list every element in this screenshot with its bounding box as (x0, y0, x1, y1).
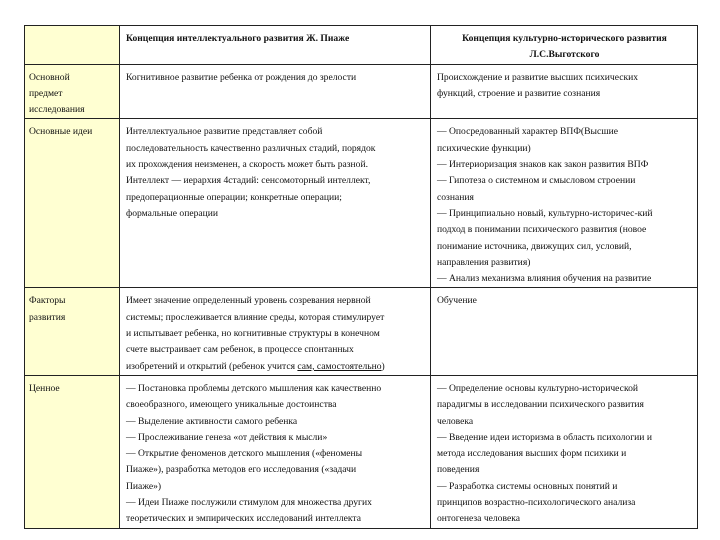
text-line: Ценное (29, 382, 60, 394)
text-line: Основные идеи (29, 126, 93, 138)
text-line: — Интериоризация знаков как закон развития ВПФ (437, 159, 649, 171)
text-line: парадигмы в исследовании психического развития (437, 399, 644, 411)
text-line: Имеет значение определенный уровень созревания нервной (126, 295, 371, 307)
header-piaget (120, 26, 431, 65)
text-line: Обучение (437, 295, 477, 307)
text-line: своеобразного, имеющего уникальные достоинства (126, 399, 337, 411)
corner-cell (25, 26, 120, 65)
table-header-row (25, 26, 698, 65)
text-line: — Гипотеза о системном и смысловом строении (437, 175, 636, 187)
text-line: Когнитивное развитие ребенка от рождения до зрелости (126, 71, 357, 83)
comparison-table (24, 25, 698, 529)
text-line: Интеллект — иерархия 4стадий: сенсомоторный интеллект, (126, 175, 371, 187)
piaget-cell (120, 119, 431, 288)
text-line: функций, строение и развитие сознания (437, 87, 601, 99)
text-line: развития (29, 311, 66, 323)
text-line: теоретических и эмпирических исследований интеллекта (126, 513, 361, 525)
text-line: человека (437, 415, 474, 427)
piaget-last-line (126, 359, 425, 375)
piaget-cell (120, 288, 431, 375)
text-line: Концепция интеллектуального развития Ж. Пиаже (126, 33, 350, 44)
text-line: — Постановка проблемы детского мышления как качественно (126, 382, 382, 394)
text-line: и испытывает ребенка, но когнитивные структуры в конечном (126, 328, 380, 340)
row-label (25, 375, 120, 528)
text-line: предоперационные операции; конкретные операции; (126, 191, 342, 203)
text-line: онтогенеза человека (437, 513, 520, 525)
text-line: сознания (437, 191, 474, 203)
text-line: — Открытие феноменов детского мышления («феномены (126, 448, 363, 460)
text-line: понимание источника, движущих сил, условий, (437, 240, 632, 252)
row-label (25, 64, 120, 119)
text-line: — Идеи Пиаже послужили стимулом для множества других (126, 497, 372, 509)
text-line: направления развития) (437, 256, 531, 268)
text-line: поведения (437, 464, 480, 476)
vygotsky-cell (431, 64, 698, 119)
vygotsky-cell (431, 119, 698, 288)
text-line: счете выстраивает сам ребенок, в процессе спонтанных (126, 344, 354, 356)
text: изобретений и открытий (ребенок учится (126, 360, 298, 372)
text-line: — Введение идеи историзма в область психологии и (437, 431, 652, 443)
text-line: формальные операции (126, 207, 219, 219)
text-line: Пиаже») (126, 480, 162, 492)
row-label (25, 288, 120, 375)
underlined-text: сам, самостоятельно (297, 360, 382, 372)
piaget-cell (120, 375, 431, 528)
text-line: последовательность качественно различных стадий, порядок (126, 142, 376, 154)
text-line: — Выделение активности самого ребенка (126, 415, 298, 427)
text-line: Интеллектуальное развитие представляет собой (126, 126, 323, 138)
text-line: системы; прослеживается влияние среды, которая стимулирует (126, 311, 385, 323)
header-vygotsky (431, 26, 698, 65)
vygotsky-cell (431, 288, 698, 375)
text-line: — Принципиально новый, культурно-историчес-кий (437, 207, 653, 219)
piaget-text (126, 293, 425, 358)
text: ) (381, 360, 385, 372)
text-line: исследования (29, 104, 85, 116)
text-line: — Прослеживание генеза «от действия к мысли» (126, 431, 328, 443)
text-line: — Анализ механизма влияния обучения на развитие (437, 273, 652, 285)
text-line: Пиаже»), разработка методов его исследования («задачи (126, 464, 357, 476)
text-line: метода исследования высших форм психики и (437, 448, 627, 460)
text-line: — Разработка системы основных понятий и (437, 480, 618, 492)
table-row (25, 375, 698, 528)
text-line: Л.С.Выготского (529, 49, 600, 61)
text-line: их прохождения неизменен, а скорость может быть разной. (126, 159, 369, 171)
table-row (25, 288, 698, 375)
text-line: Факторы (29, 295, 66, 307)
vygotsky-cell (431, 375, 698, 528)
row-label (25, 119, 120, 288)
text-line: психические функции) (437, 142, 531, 154)
table-row (25, 119, 698, 288)
text-line: — Определение основы культурно-исторической (437, 382, 639, 394)
table-row (25, 64, 698, 119)
text-line: Основной (29, 71, 70, 83)
text-line: подход в понимании психического развития (новое (437, 224, 647, 236)
text-line: принципов возрастно-психологического анализа (437, 497, 636, 509)
text-line: Происхождение и развитие высших психических (437, 71, 639, 83)
text-line: Концепция культурно-исторического развития (462, 33, 667, 44)
piaget-cell (120, 64, 431, 119)
text-line: предмет (29, 87, 63, 99)
text-line: — Опосредованный характер ВПФ(Высшие (437, 126, 619, 138)
